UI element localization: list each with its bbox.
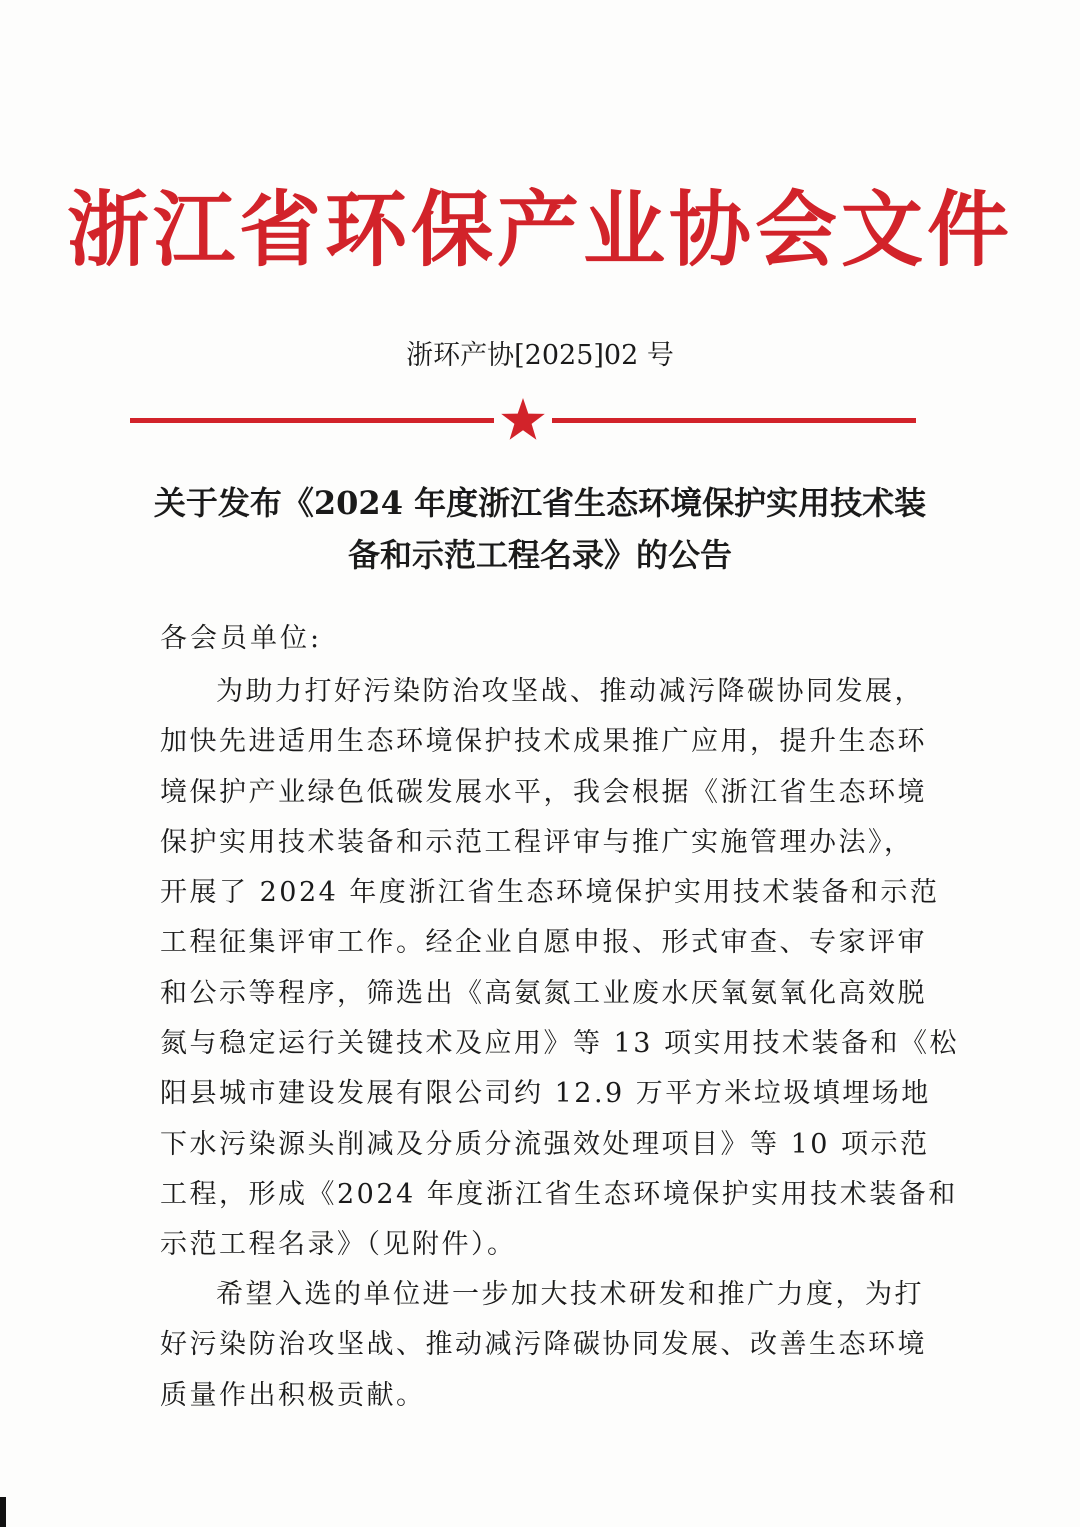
paragraph-line: 为助力打好污染防治攻坚战、推动减污降碳协同发展， bbox=[216, 676, 924, 707]
divider-rule-right bbox=[552, 418, 916, 423]
paragraph-line: 质量作出积极贡献。 bbox=[160, 1379, 426, 1411]
red-star-icon bbox=[500, 396, 546, 442]
document-number: 浙环产协[2025]02 号 bbox=[406, 340, 674, 371]
divider-rule-left bbox=[130, 418, 494, 423]
paragraph-line: 希望入选的单位进一步加大技术研发和推广力度，为打 bbox=[216, 1279, 924, 1310]
star-shape bbox=[501, 398, 545, 440]
document-header-title: 浙江省环保产业协会文件 bbox=[66, 182, 1013, 278]
paragraph-line: 开展了 2024 年度浙江省生态环境保护实用技术装备和示范 bbox=[160, 877, 940, 909]
notice-title-line: 关于发布《2024 年度浙江省生态环境保护实用技术装 bbox=[153, 484, 927, 522]
red-divider bbox=[130, 396, 916, 446]
body-paragraph-1 bbox=[160, 667, 960, 1271]
paragraph-line: 好污染防治攻坚战、推动减污降碳协同发展、改善生态环境 bbox=[160, 1329, 927, 1361]
paragraph-line: 示范工程名录》（见附件）。 bbox=[160, 1229, 517, 1261]
salutation: 各会员单位: bbox=[160, 623, 323, 654]
paragraph-line: 和公示等程序，筛选出《高氨氮工业废水厌氧氨氧化高效脱 bbox=[160, 977, 927, 1009]
paragraph-line: 氮与稳定运行关键技术及应用》等 13 项实用技术装备和《松 bbox=[160, 1028, 960, 1060]
body-paragraph-2 bbox=[160, 1270, 927, 1421]
notice-title-line: 备和示范工程名录》的公告 bbox=[347, 536, 732, 574]
paragraph-line: 保护实用技术装备和示范工程评审与推广实施管理办法》， bbox=[160, 826, 914, 858]
paragraph-line: 工程征集评审工作。经企业自愿申报、形式审查、专家评审 bbox=[160, 927, 927, 959]
paragraph-line: 工程，形成《2024 年度浙江省生态环境保护实用技术装备和 bbox=[160, 1178, 958, 1210]
notice-title bbox=[150, 477, 930, 581]
scan-margin-mark bbox=[0, 1497, 6, 1527]
paragraph-line: 加快先进适用生态环境保护技术成果推广应用，提升生态环 bbox=[160, 726, 927, 758]
paragraph-line: 下水污染源头削减及分质分流强效处理项目》等 10 项示范 bbox=[160, 1128, 930, 1160]
paragraph-line: 境保护产业绿色低碳发展水平，我会根据《浙江省生态环境 bbox=[160, 776, 927, 808]
paragraph-line: 阳县城市建设发展有限公司约 12.9 万平方米垃圾填埋场地 bbox=[160, 1078, 931, 1110]
